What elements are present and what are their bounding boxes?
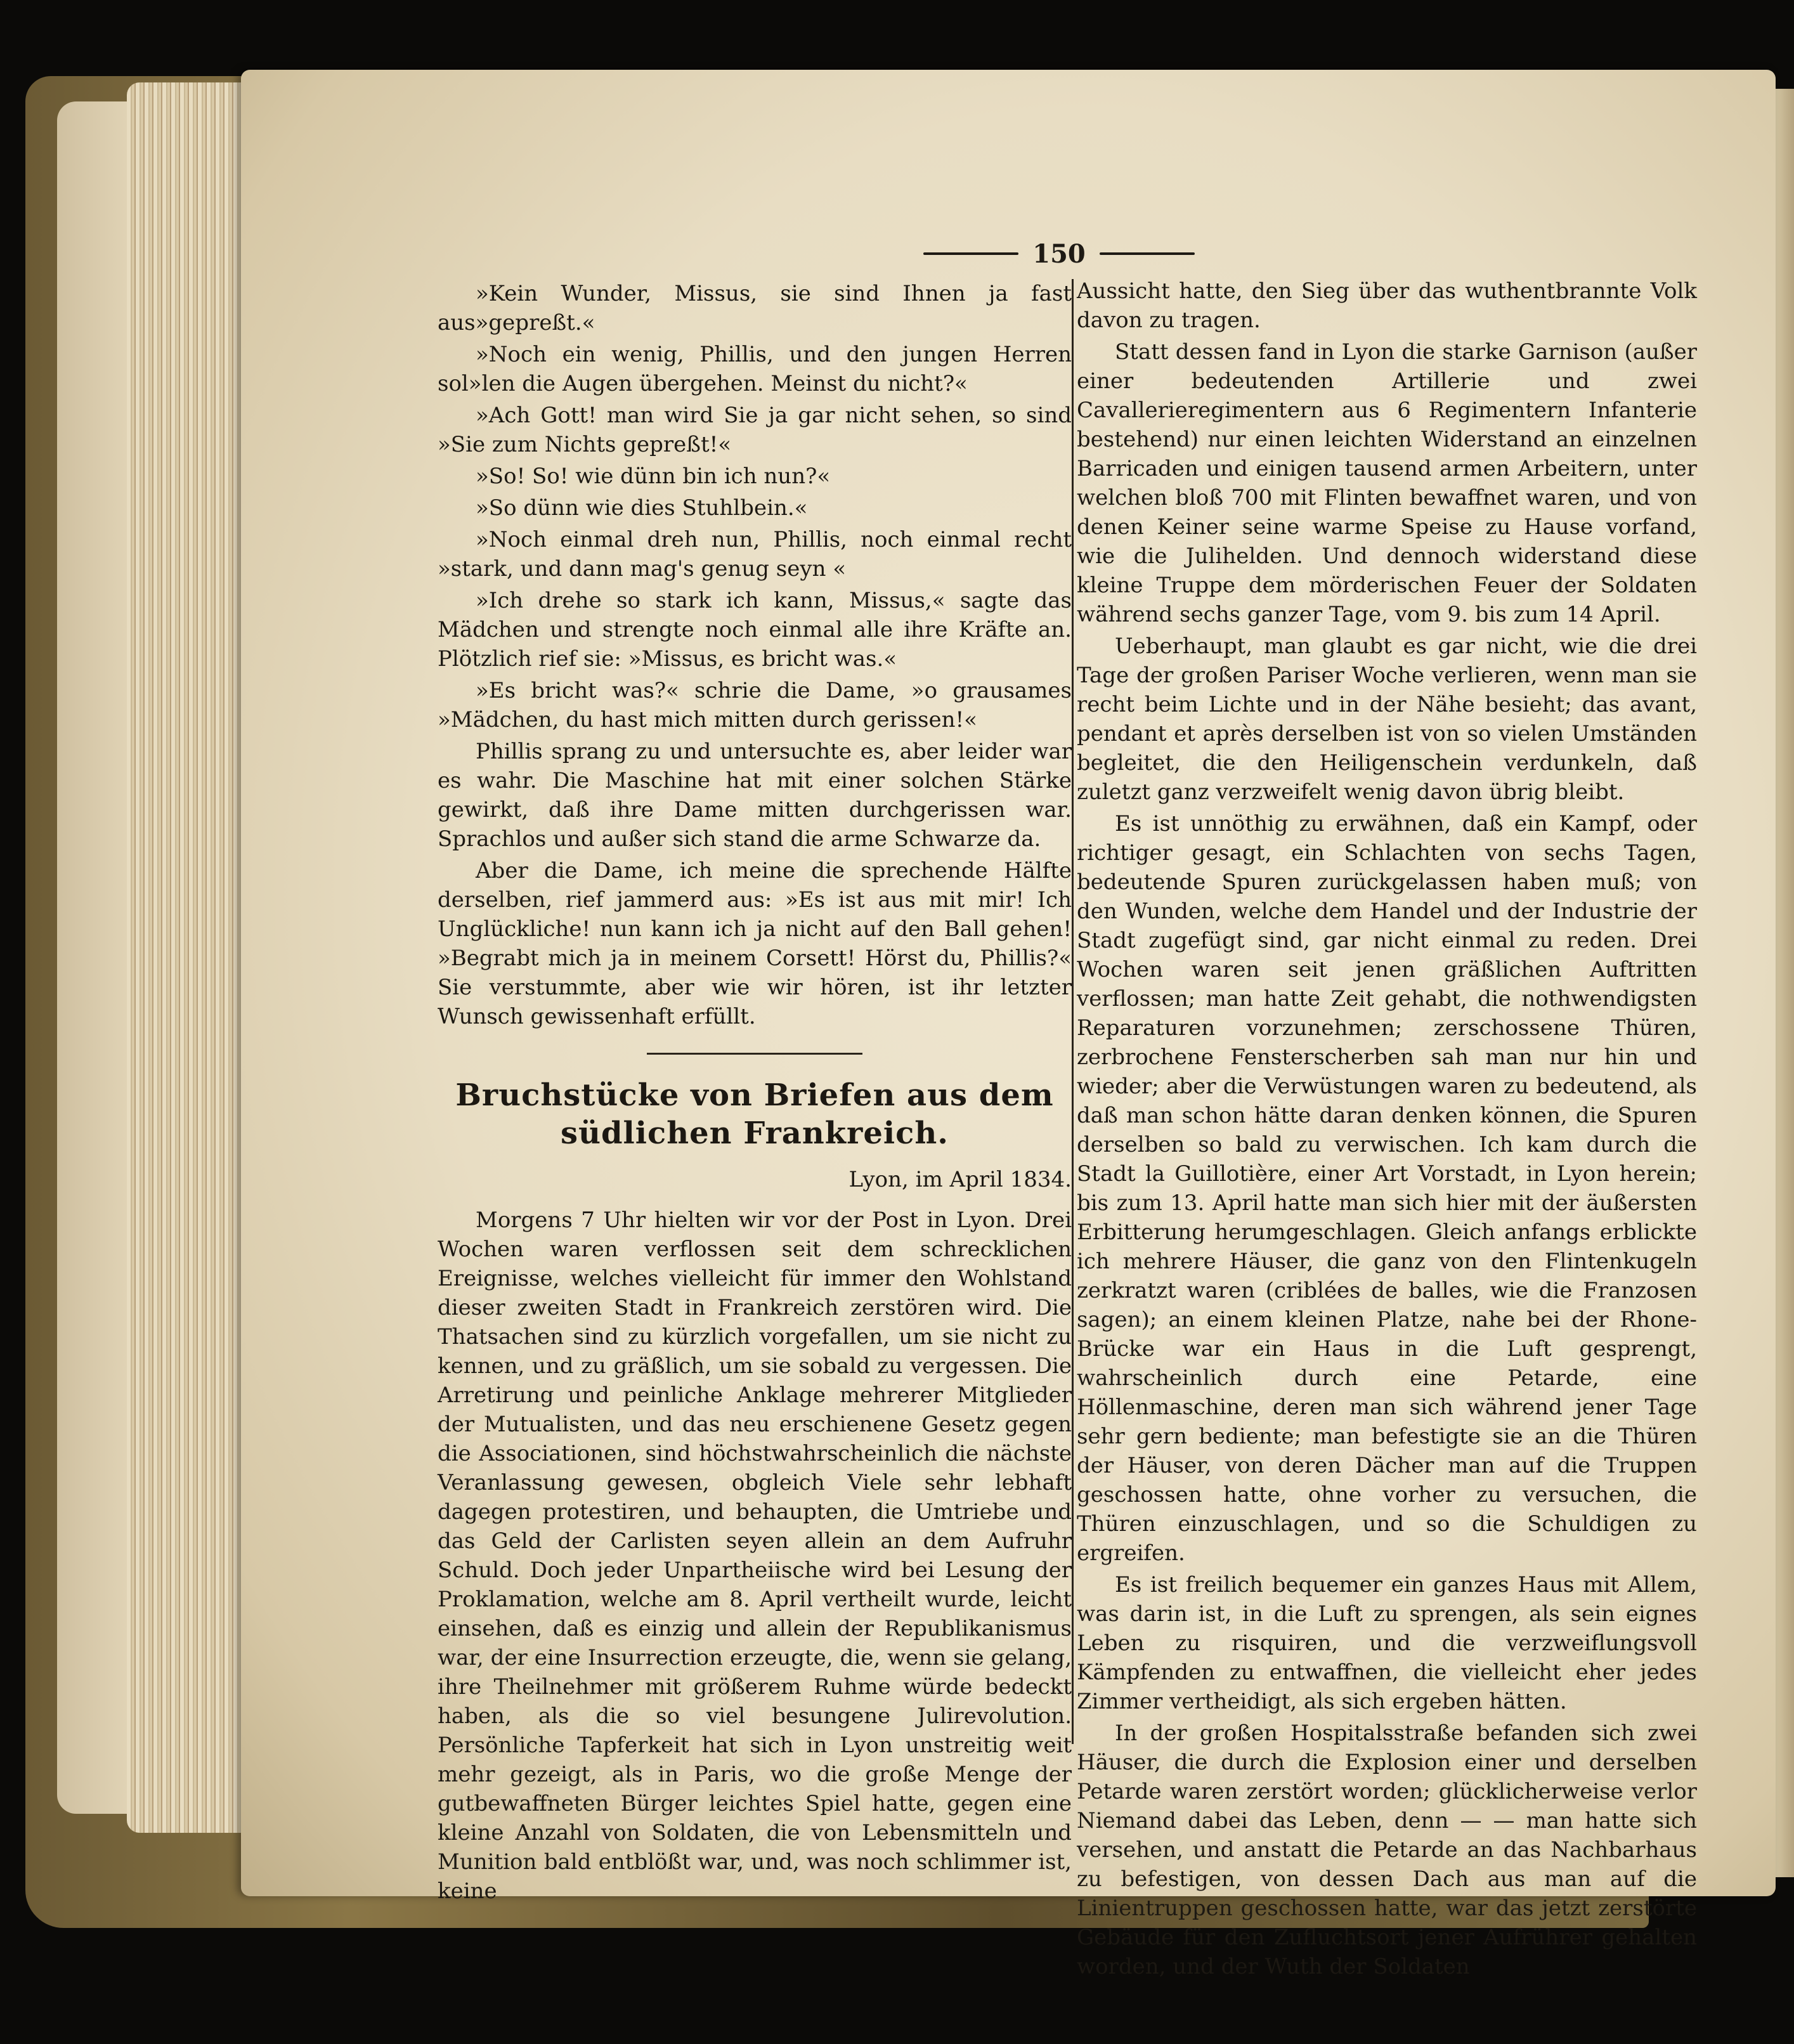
dialogue-paragraph: Aber die Dame, ich meine die sprechende Hälfte derselben, rief jammerd aus: »Es ist aus mit mir! Ich Unglückliche! nun kann ich ja nicht auf den Ball gehen! »Begrabt mich ja in meinem Corsett! Hörst du, Phillis?« Sie verstummte, aber wie wir hören, ist ihr letzter Wunsch gewissenhaft erfüllt. bbox=[438, 858, 1072, 1029]
page-number: 150 bbox=[1032, 238, 1086, 269]
section-title: Bruchstücke von Briefen aus dem südlichen Frankreich. bbox=[455, 1077, 1054, 1151]
article-paragraph: Es ist unnöthig zu erwähnen, daß ein Kampf, oder richtiger gesagt, ein Schlachten von sechs Tagen, bedeutende Spuren zurückgelassen haben muß; von den Wunden, welche dem Handel und der Industrie der Stadt zugefügt sind, gar nicht einmal zu reden. Drei Wochen waren seit jenen gräßlichen Auftritten verflossen; man hatte Zeit gehabt, die nothwendigsten Reparaturen vorzunehmen; zerschossene Thüren, zerbrochene Fensterscherben sah man nur hin und wieder; aber die Verwüstungen waren zu bedeutend, als daß man schon hätte daran denken können, die Spuren derselben so bald zu verwischen. Ich kam durch die Stadt la Guillotière, einer Art Vorstadt, in Lyon herein; bis zum 13. April hatte man sich hier mit der äußersten Erbitterung herumgeschlagen. Gleich anfangs erblickte ich mehrere Häuser, die ganz von den Flintenkugeln zerkratzt waren (criblées de balles, wie die Franzosen sagen); an einem kleinen Platze, nahe bei der Rhone-Brücke war ein Haus in die Luft gesprengt, wahrscheinlich durch eine Petarde, eine Höllenmaschine, deren man sich während jener Tage sehr gern bediente; man befestigte sie an die Thüren der Häuser, von deren Dächer man auf die Truppen geschossen hatte, ohne vorher zu versuchen, die Thüren einzuschlagen, und so die Schuldigen zu ergreifen. bbox=[1077, 811, 1697, 1566]
article-paragraph: Es ist freilich bequemer ein ganzes Haus mit Allem, was darin ist, in die Luft zu sprengen, als sein eignes Leben zu risquiren, und die verzweiflungsvoll Kämpfenden zu entwaffnen, die vielleicht eher jedes Zimmer vertheidigt, als sich ergeben hätten. bbox=[1077, 1572, 1697, 1714]
dialogue-paragraph: »So dünn wie dies Stuhlbein.« bbox=[476, 495, 808, 521]
header-rule-right bbox=[1100, 252, 1195, 255]
article-paragraph: Aussicht hatte, den Sieg über das wuthentbrannte Volk davon zu tragen. bbox=[1077, 278, 1697, 333]
dialogue-paragraph: Phillis sprang zu und untersuchte es, aber leider war es wahr. Die Maschine hat mit einer solchen Stärke gewirkt, daß ihre Dame mitten durchgerissen war. Sprachlos und außer sich stand die arme Schwarze da. bbox=[438, 739, 1072, 852]
header-rule-left bbox=[923, 252, 1018, 255]
dialogue-paragraph: »Es bricht was?« schrie die Dame, »o grausames »Mädchen, du hast mich mitten durch gerissen!« bbox=[438, 678, 1072, 732]
next-page-edge bbox=[1772, 89, 1794, 1877]
dialogue-paragraph: »So! So! wie dünn bin ich nun?« bbox=[476, 464, 831, 489]
dateline: Lyon, im April 1834. bbox=[848, 1167, 1072, 1192]
dialogue-paragraph: »Noch ein wenig, Phillis, und den jungen Herren sol»len die Augen übergehen. Meinst du nicht?« bbox=[438, 342, 1072, 396]
dialogue-paragraph: »Kein Wunder, Missus, sie sind Ihnen ja fast aus»gepreßt.« bbox=[438, 281, 1072, 335]
section-rule bbox=[647, 1053, 862, 1055]
page-header bbox=[900, 235, 1218, 273]
article-paragraph: Statt dessen fand in Lyon die starke Garnison (außer einer bedeutenden Artillerie und zwei Cavallerieregimentern aus 6 Regimentern Infanterie bestehend) nur einen leichten Widerstand an einzelnen Barricaden und einigen tausend armen Arbeitern, unter welchen bloß 700 mit Flinten bewaffnet waren, und von denen Keiner seine warme Speise zu Hause vorfand, wie die Julihelden. Und dennoch widerstand diese kleine Truppe dem mörderischen Feuer der Soldaten während sechs ganzer Tage, vom 9. bis zum 14 April. bbox=[1077, 339, 1697, 627]
column-divider bbox=[1072, 279, 1074, 1744]
dialogue-paragraph: »Ich drehe so stark ich kann, Missus,« sagte das Mädchen und strengte noch einmal alle ihre Kräfte an. Plötzlich rief sie: »Missus, es bricht was.« bbox=[438, 588, 1072, 672]
right-column bbox=[1077, 277, 1697, 1984]
article-paragraph: In der großen Hospitalsstraße befanden sich zwei Häuser, die durch die Explosion einer und derselben Petarde waren zerstört worden; glücklicherweise verlor Niemand dabei das Leben, denn — — man hatte sich versehen, und anstatt die Petarde an das Nachbarhaus zu befestigen, von dessen Dach aus man auf die Linientruppen geschossen hatte, war das jetzt zerstörte Gebäude für den Zufluchtsort jener Aufrührer gehalten worden, und der Wuth der Soldaten bbox=[1077, 1721, 1697, 1979]
article-paragraph: Ueberhaupt, man glaubt es gar nicht, wie die drei Tage der großen Pariser Woche verlieren, wenn man sie recht beim Lichte und in der Nähe besieht; das avant, pendant et après derselben ist von so vielen Umständen begleitet, die den Heiligenschein verdunkeln, daß zuletzt ganz verzweifelt wenig davon übrig bleibt. bbox=[1077, 634, 1697, 805]
article-paragraph: Morgens 7 Uhr hielten wir vor der Post in Lyon. Drei Wochen waren verflossen seit dem schrecklichen Ereignisse, welches vielleicht für immer den Wohlstand dieser zweiten Stadt in Frankreich zerstören wird. Die Thatsachen sind zu kürzlich vorgefallen, um sie nicht zu kennen, und zu gräßlich, um sie sobald zu vergessen. Die Arretirung und peinliche Anklage mehrerer Mitglieder der Mutualisten, und das neu erschienene Gesetz gegen die Associationen, sind höchstwahrscheinlich die nächste Veranlassung gewesen, obgleich Viele sehr lebhaft dagegen protestiren, und behaupten, die Umtriebe und das Geld der Carlisten seyen allein an dem Aufruhr Schuld. Doch jeder Unpartheiische wird bei Lesung der Proklamation, welche am 8. April vertheilt wurde, leicht einsehen, daß es einzig und allein der Republikanismus war, der eine Insurrection erzeugte, die, wenn sie gelang, ihre Theilnehmer mit größerem Ruhme würde bedeckt haben, als die so viel besungene Julirevolution. Persönliche Tapferkeit hat sich in Lyon unstreitig weit mehr gezeigt, als in Paris, wo die große Menge der gutbewaffneten Bürger leichtes Spiel hatte, gegen eine kleine Anzahl von Soldaten, die von Lebensmitteln und Munition bald entblößt war, und, was noch schlimmer ist, keine bbox=[438, 1208, 1072, 1904]
dialogue-paragraph: »Noch einmal dreh nun, Phillis, noch einmal recht »stark, und dann mag's genug seyn « bbox=[438, 527, 1072, 582]
left-column bbox=[438, 279, 1072, 1908]
dialogue-paragraph: »Ach Gott! man wird Sie ja gar nicht sehen, so sind »Sie zum Nichts gepreßt!« bbox=[438, 403, 1072, 457]
